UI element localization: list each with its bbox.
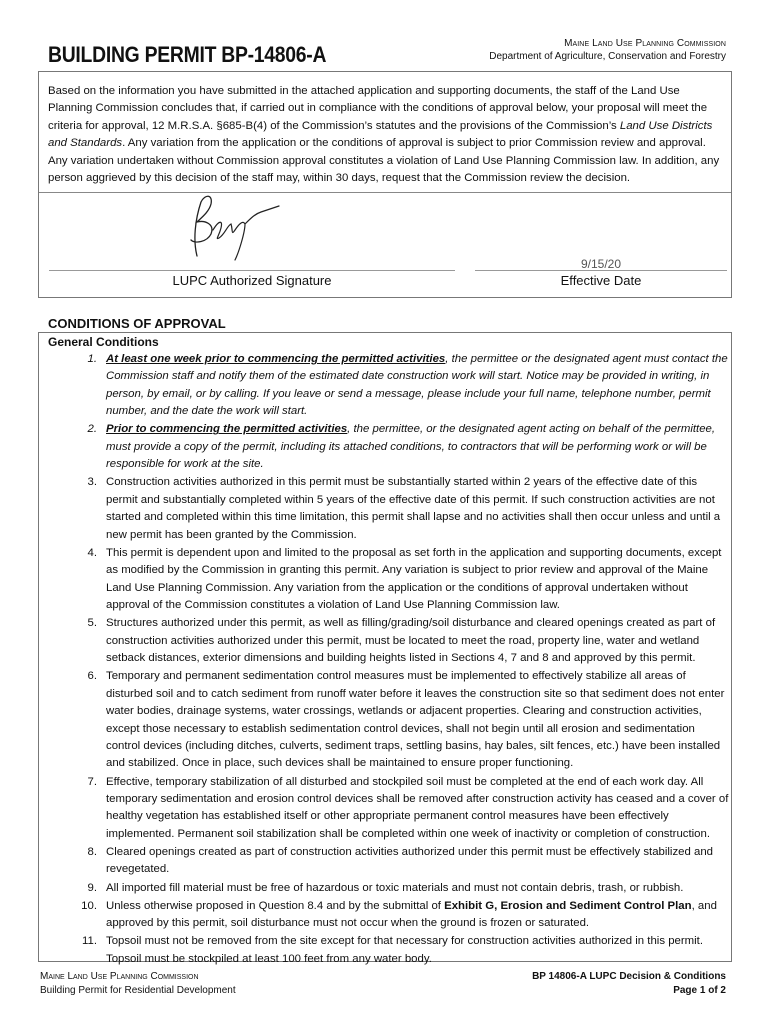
agency-name: Maine Land Use Planning Commission — [564, 38, 726, 49]
condition-number: 5. — [87, 617, 97, 630]
footer-right — [532, 970, 726, 998]
signature-line — [49, 270, 455, 271]
condition-item — [79, 615, 729, 667]
footer-document-id: BP 14806-A LUPC Decision & Conditions — [532, 971, 726, 982]
condition-text: Effective, temporary stabilization of all disturbed and stockpiled soil must be completed at the end of each work day. All temporary sedimentation and erosion control devices shall be removed after construction activity has ceased and a cover of healthy vegetation has established itself or other appropriate permanent control measures have been effectively implemented. Permanent soil stabilization shall be completed within one week of inactivity or completion of construction. — [106, 775, 729, 840]
department-name: Department of Agriculture, Conservation and Forestry — [489, 51, 726, 62]
conditions-heading: CONDITIONS OF APPROVAL — [48, 316, 226, 331]
handwritten-signature — [175, 190, 285, 262]
condition-item — [79, 421, 729, 473]
condition-number: 4. — [87, 546, 97, 559]
intro-italic-title: Land Use Districts and Standards — [48, 119, 713, 150]
box-divider — [39, 192, 731, 193]
decision-box — [38, 71, 732, 298]
condition-text: , the permittee, or the designated agent acting on behalf of the permittee, must provide a copy of the permit, including its attached conditions, to contractors that will be performing work or will be responsible for work at the site. — [106, 423, 716, 471]
condition-number: 3. — [87, 476, 97, 489]
effective-date-label: Effective Date — [560, 273, 642, 288]
condition-number: 10. — [81, 899, 97, 912]
condition-item — [79, 545, 729, 615]
condition-text: , and approved by this permit, soil disturbance must not occur when the ground is frozen or saturated. — [106, 899, 717, 930]
date-line — [475, 270, 727, 271]
conditions-list — [79, 351, 729, 969]
condition-text: Construction activities authorized in this permit must be substantially started within 2 years of the effective date of this permit and substantially completed within 5 years of the effective date of this permit. If such construction activities are not started and completed within this time limitation, this permit shall lapse and no activities shall then occur unless and until a new permit has been granted by the Commission. — [106, 476, 721, 541]
condition-number: 8. — [87, 845, 97, 858]
signature-label: LUPC Authorized Signature — [172, 273, 332, 288]
condition-item — [79, 351, 729, 421]
condition-item — [79, 880, 729, 897]
condition-item — [79, 668, 729, 772]
condition-item — [79, 844, 729, 879]
intro-paragraph — [48, 83, 724, 187]
condition-text: Cleared openings created as part of construction activities authorized under this permit must be effectively stabilized and revegetated. — [106, 845, 713, 876]
page-number: Page 1 of 2 — [673, 985, 726, 996]
condition-lead: Prior to commencing the permitted activities — [106, 423, 348, 436]
footer-agency: Maine Land Use Planning Commission — [40, 971, 199, 982]
condition-text: This permit is dependent upon and limited to the proposal as set forth in the application and supporting documents, except as modified by the Commission in granting this permit. Any variation is subject to prior review and approval of the Maine Land Use Planning Commission. Any variation from the application or the conditions of approval undertaken without approval of the Commission constitutes a violation of Land Use Planning Commission law. — [106, 546, 722, 612]
condition-number: 11. — [82, 935, 97, 948]
condition-exhibit-reference: Exhibit G, Erosion and Sediment Control Plan — [444, 899, 692, 912]
condition-item — [79, 474, 729, 544]
condition-text: Topsoil must not be removed from the site except for that necessary for construction activities authorized in this permit. Topsoil must be stockpiled at least 100 feet from any water body. — [106, 935, 704, 965]
effective-date-value: 9/15/20 — [580, 257, 622, 271]
condition-item — [79, 933, 729, 968]
condition-number: 2. — [87, 423, 97, 436]
condition-number: 7. — [87, 775, 97, 788]
footer-left — [40, 970, 236, 998]
footer-form-name: Building Permit for Residential Development — [40, 985, 236, 996]
general-conditions-heading: General Conditions — [48, 335, 159, 349]
condition-text: All imported fill material must be free of hazardous or toxic materials and must not contain debris, trash, or rubbish. — [106, 881, 684, 894]
conditions-box — [38, 332, 732, 965]
condition-text-before: Unless otherwise proposed in Question 8.4 and by the submittal of — [106, 899, 445, 912]
condition-item — [79, 774, 729, 844]
intro-text-2: . Any variation from the application or the conditions of approval is subject to prior Commission review and approval. Any variation undertaken without Commission approval constitutes a violation of Land Use Planning Commission law. In addition, any person aggrieved by this decision of the staff may, within 30 days, request that the Commission review the decision. — [48, 137, 720, 185]
condition-item — [79, 898, 729, 933]
condition-lead: At least one week prior to commencing the permitted activities — [106, 353, 446, 365]
condition-number: 1. — [87, 353, 97, 365]
condition-number: 6. — [87, 670, 97, 683]
condition-text: , the permittee or the designated agent must contact the Commission staff and notify them of the estimated date construction work will start. Notice may be provided in writing, in person, by email, or by calling. If you leave or send a message, please include your full name, telephone number, permit number, and the date the work will start. — [106, 353, 728, 418]
condition-number: 9. — [87, 881, 97, 894]
agency-block — [489, 37, 726, 63]
page-title: BUILDING PERMIT BP-14806-A — [48, 42, 327, 67]
intro-text-1: Based on the information you have submitted in the attached application and supporting documents, the staff of the Land Use Planning Commission concludes that, if carried out in compliance with the conditions of approval below, your proposal will meet the criteria for approval, 12 M.R.S.A. §685-B(4) of the Commission’s statutes and the provisions of the Commission’s — [48, 85, 708, 132]
condition-text: Structures authorized under this permit, as well as filling/grading/soil disturbance and cleared openings created as part of construction activities authorized under this permit, must be located to meet the road, property line, water and wetland setback distances, exterior dimensions and building heights listed in Sections 4, 7 and 8 and approved by this permit. — [106, 617, 716, 665]
condition-text: Temporary and permanent sedimentation control measures must be implemented to effectively stabilize all areas of disturbed soil and to catch sediment from runoff water before it leaves the construction site so that sediment does not enter water bodies, drainage systems, water crossings, wetlands or adjacent properties. Clearing and construction activities, except those necessary to establish sedimentation control devices, shall not begin until all erosion and sedimentation control devices (including ditches, culverts, sediment traps, settling basins, hay bales, silt fences, etc.) have been installed and stabilized. Once in place, such devices shall be maintained to ensure proper functioning. — [106, 670, 725, 770]
